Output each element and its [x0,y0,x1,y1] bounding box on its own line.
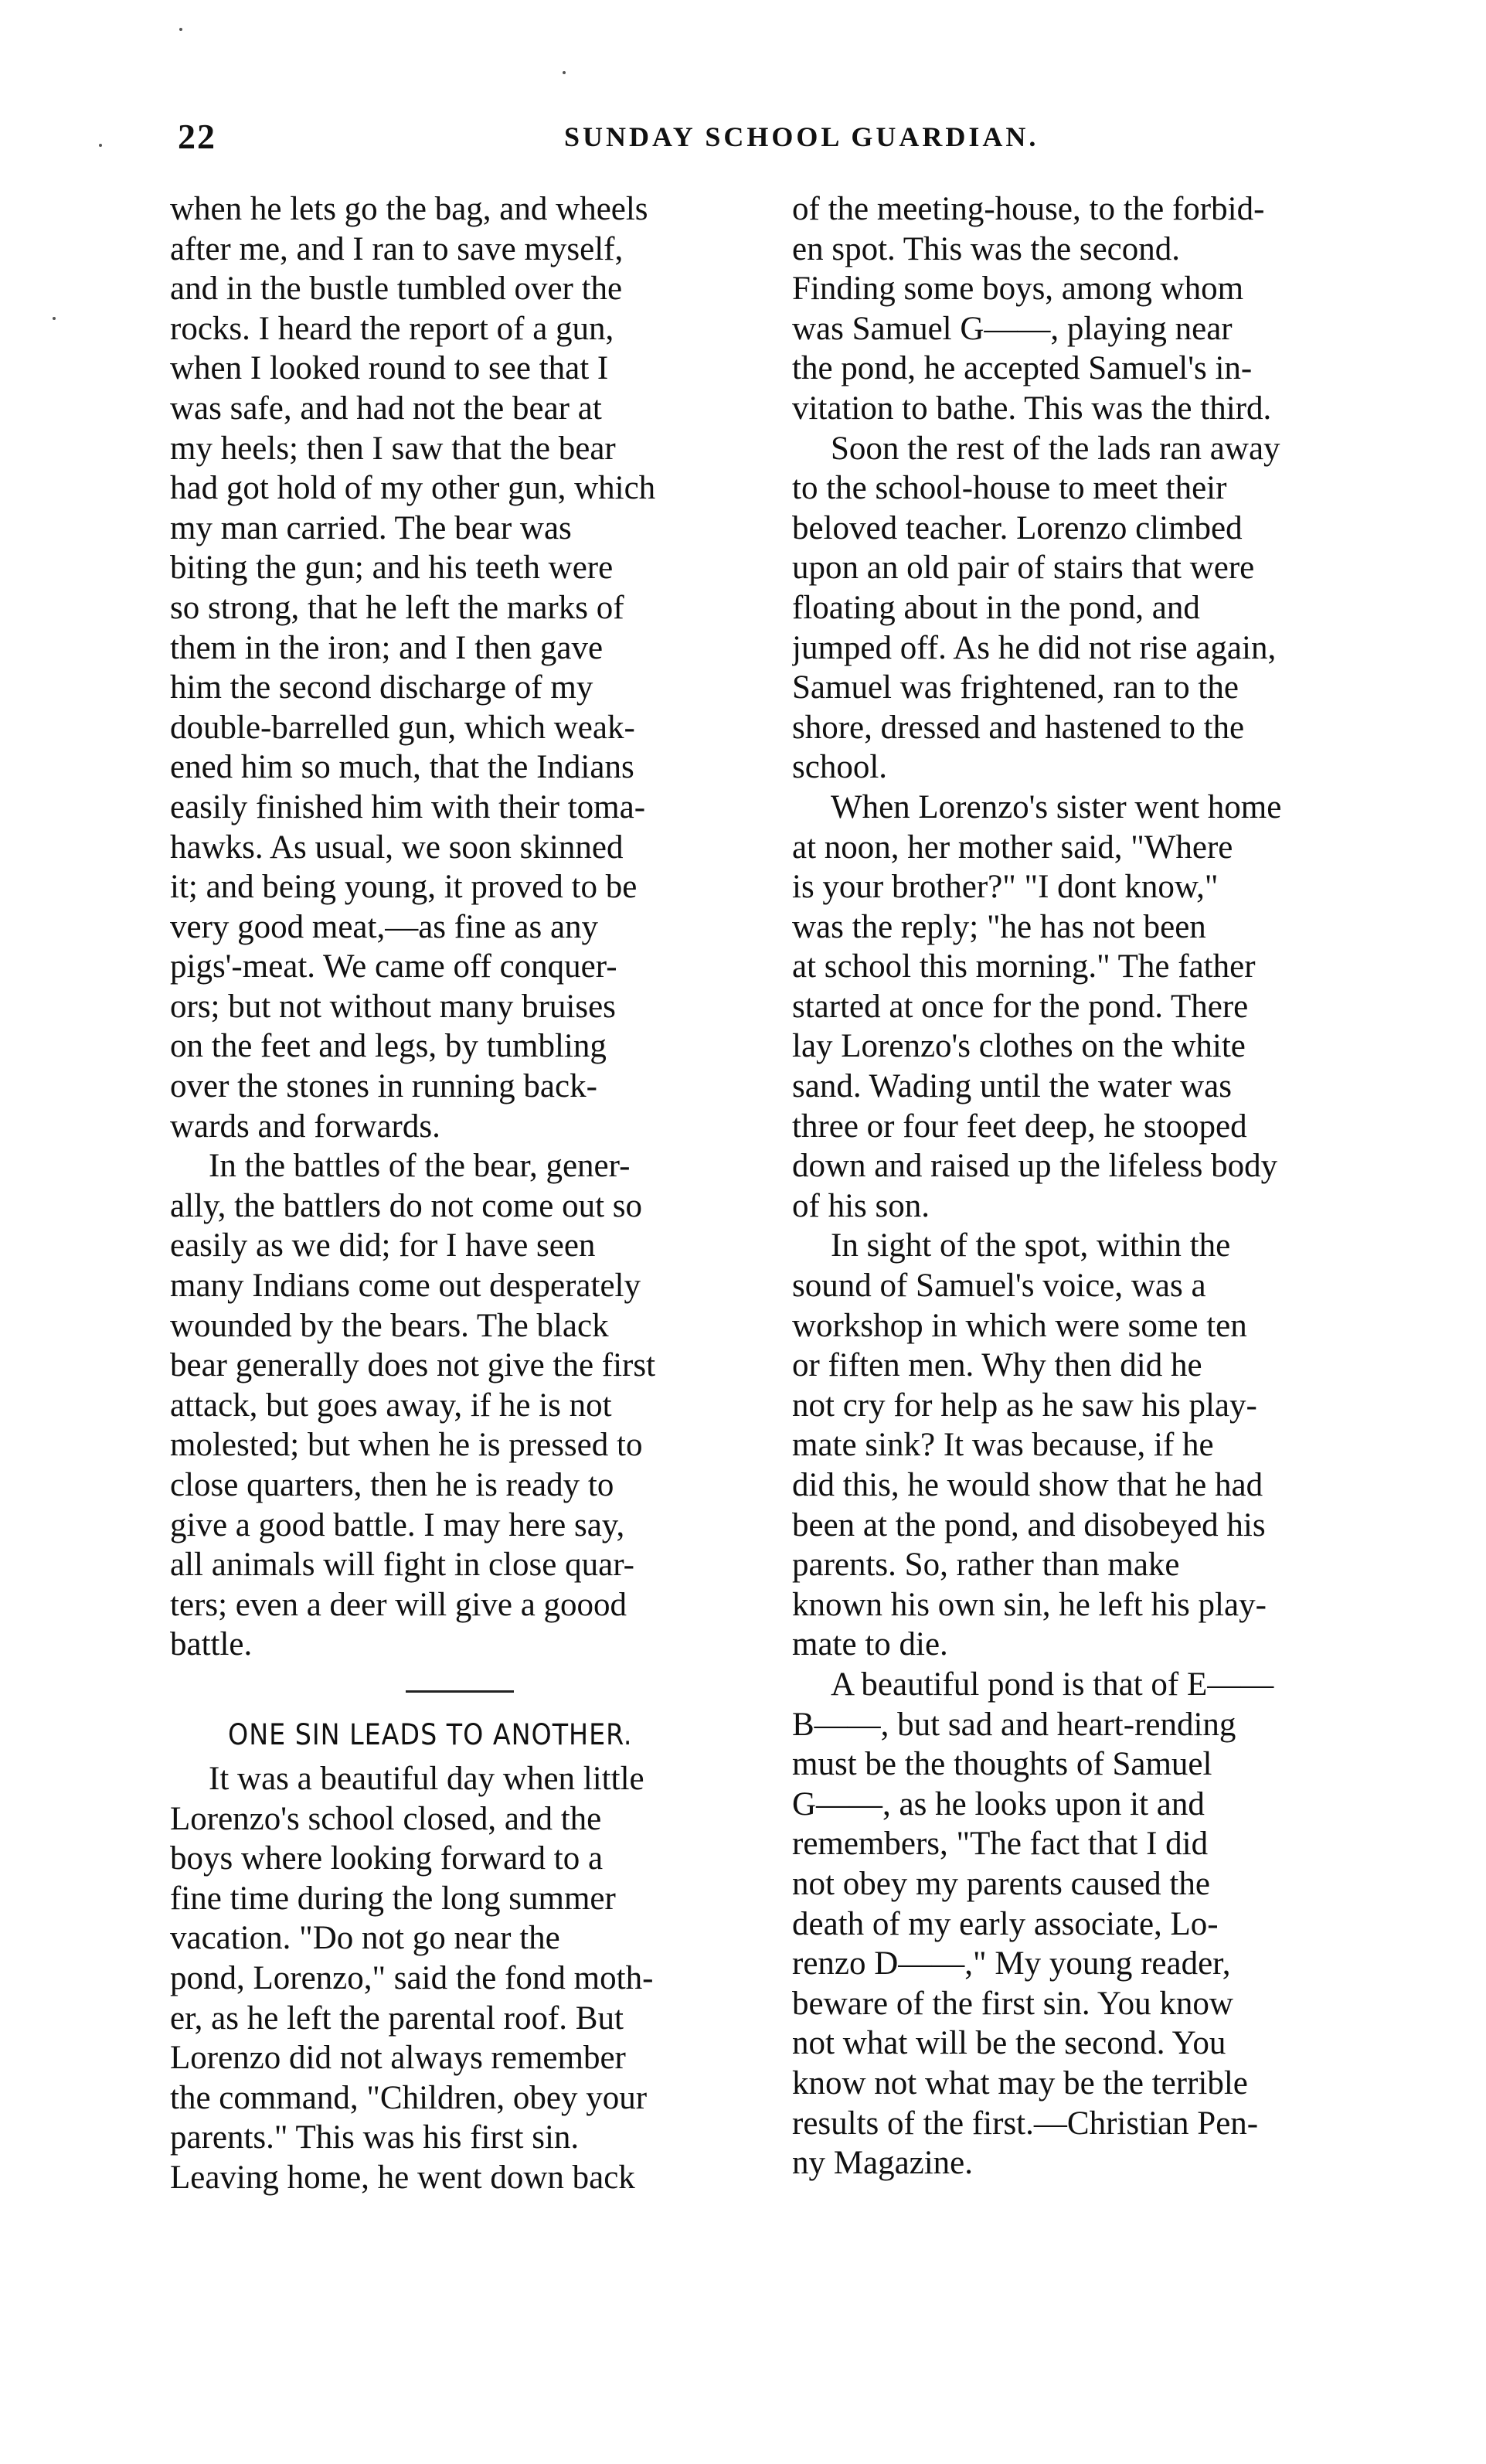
text-line: ened him so much, that the Indians [170,749,634,786]
text-line: wounded by the bears. The black [170,1307,609,1344]
text-line: double-barrelled gun, which weak- [170,709,635,746]
text-line: B——, but sad and heart-rending [792,1706,1236,1743]
text-line: Soon the rest of the lads ran away [831,430,1280,467]
story-continuation [170,189,753,1146]
text-line: of the meeting-house, to the forbid- [792,191,1265,227]
text-line: not obey my parents caused the [792,1865,1210,1902]
text-line: G——, as he looks upon it and [792,1785,1205,1822]
text-line: close quarters, then he is ready to [170,1467,614,1503]
text-line: easily as we did; for I have seen [170,1227,596,1264]
bear-battles-paragraph [170,1146,753,1665]
text-line: did this, he would show that he had [792,1467,1263,1503]
text-line: mate to die. [792,1626,948,1663]
text-line: Leaving home, he went down back [170,2159,635,2196]
text-line: easily finished him with their toma- [170,788,646,825]
text-line: wards and forwards. [170,1108,440,1145]
text-line: it; and being young, it proved to be [170,869,638,906]
text-line: beware of the first sin. You know [792,1985,1233,2022]
one-sin-paragraph [170,1759,753,2198]
text-line: jumped off. As he did not rise again, [792,629,1277,666]
divider-rule [406,1690,514,1693]
text-line: When Lorenzo's sister went home [831,788,1282,825]
text-line: not cry for help as he saw his play- [792,1387,1257,1424]
left-column [170,189,753,2198]
text-line: so strong, that he left the marks of [170,589,624,626]
text-line: must be the thoughts of Samuel [792,1746,1212,1783]
text-line: fine time during the long summer [170,1880,616,1917]
text-line: bear generally does not give the first [170,1347,656,1384]
text-line: parents." This was his first sin. [170,2119,580,2156]
text-line: pond, Lorenzo," said the fond moth- [170,1959,654,1996]
text-line: give a good battle. I may here say, [170,1506,625,1543]
print-speck [179,28,182,31]
page-header [178,116,1375,162]
text-line: death of my early associate, Lo- [792,1905,1219,1942]
page-number: 22 [178,117,216,156]
text-line: or fiften men. Why then did he [792,1347,1202,1384]
text-line: Lorenzo's school closed, and the [170,1800,602,1837]
text-line: was safe, and had not the bear at [170,390,602,427]
text-line: parents. So, rather than make [792,1547,1180,1584]
text-line: floating about in the pond, and [792,589,1200,626]
text-line: all animals will fight in close quar- [170,1547,634,1584]
print-speck [53,317,56,320]
text-line: when I looked round to see that I [170,350,609,387]
text-line: when he lets go the bag, and wheels [170,191,648,227]
text-line: battle. [170,1626,253,1663]
text-line: my heels; then I saw that the bear [170,430,616,467]
text-line: at noon, her mother said, "Where [792,829,1233,866]
text-line: en spot. This was the second. [792,230,1180,267]
text-line: renzo D——," My young reader, [792,1945,1231,1982]
text-line: and in the bustle tumbled over the [170,271,623,308]
text-line: the command, "Children, obey your [170,2079,648,2116]
text-line: shore, dressed and hastened to the [792,709,1245,746]
right-paragraph-3 [792,788,1375,1227]
text-line: molested; but when he is pressed to [170,1427,643,1464]
section-divider [170,1665,753,1711]
text-line: biting the gun; and his teeth were [170,550,614,587]
text-line: after me, and I ran to save myself, [170,230,624,267]
text-line: hawks. As usual, we soon skinned [170,829,624,866]
text-line: was Samuel G——, playing near [792,310,1233,347]
text-line: down and raised up the lifeless body [792,1148,1278,1185]
text-line: many Indians come out desperately [170,1268,641,1305]
print-speck [99,144,102,147]
text-line: A beautiful pond is that of E—— [831,1666,1274,1703]
text-line: results of the first.—Christian Pen- [792,2105,1259,2142]
text-line: not what will be the second. You [792,2025,1226,2062]
right-column [792,189,1375,2183]
text-line: er, as he left the parental roof. But [170,1999,624,2037]
text-line: ters; even a deer will give a goood [170,1586,627,1623]
text-line: lay Lorenzo's clothes on the white [792,1028,1246,1065]
text-line: Samuel was frightened, ran to the [792,669,1239,706]
text-line: of his son. [792,1187,930,1224]
text-line: three or four feet deep, he stooped [792,1108,1247,1145]
text-line: rocks. I heard the report of a gun, [170,310,614,347]
text-line: upon an old pair of stairs that were [792,550,1255,587]
text-line: started at once for the pond. There [792,988,1249,1025]
text-line: know not what may be the terrible [792,2064,1248,2102]
text-line: my man carried. The bear was [170,509,572,546]
text-line: In sight of the spot, within the [831,1227,1231,1264]
text-line: was the reply; "he has not been [792,908,1206,945]
text-line: Lorenzo did not always remember [170,2040,626,2077]
text-line: vacation. "Do not go near the [170,1920,560,1957]
text-line: him the second discharge of my [170,669,593,706]
text-line: them in the iron; and I then gave [170,629,604,666]
text-line: on the feet and legs, by tumbling [170,1028,607,1065]
text-line: ally, the battlers do not come out so [170,1187,643,1224]
text-line: remembers, "The fact that I did [792,1826,1209,1863]
print-speck [563,71,566,74]
text-line: boys where looking forward to a [170,1840,604,1877]
text-line: the pond, he accepted Samuel's in- [792,350,1253,387]
text-line: been at the pond, and disobeyed his [792,1506,1266,1543]
text-line: It was a beautiful day when little [209,1760,644,1797]
text-line: workshop in which were some ten [792,1307,1247,1344]
text-line: very good meat,—as fine as any [170,908,599,945]
text-line: is your brother?" "I dont know," [792,869,1219,906]
text-line: had got hold of my other gun, which [170,470,656,507]
right-paragraph-1 [792,189,1375,429]
text-line: ors; but not without many bruises [170,988,616,1025]
right-paragraph-4 [792,1226,1375,1665]
right-paragraph-2 [792,429,1375,788]
running-title: SUNDAY SCHOOL GUARDIAN. [564,121,1039,152]
text-line: Finding some boys, among whom [792,271,1244,308]
text-line: sound of Samuel's voice, was a [792,1268,1206,1305]
text-line: ny Magazine. [792,2145,974,2182]
text-line: school. [792,749,888,786]
text-line: sand. Wading until the water was [792,1068,1232,1105]
text-line: pigs'-meat. We came off conquer- [170,948,617,985]
right-paragraph-5 [792,1665,1375,2183]
text-line: known his own sin, he left his play- [792,1586,1267,1623]
text-line: to the school-house to meet their [792,470,1227,507]
text-line: vitation to bathe. This was the third. [792,390,1272,427]
text-line: attack, but goes away, if he is not [170,1387,612,1424]
text-line: mate sink? It was because, if he [792,1427,1214,1464]
text-line: over the stones in running back- [170,1068,597,1105]
text-line: at school this morning." The father [792,948,1256,985]
text-line: beloved teacher. Lorenzo climbed [792,509,1243,546]
text-line: In the battles of the bear, gener- [209,1148,631,1185]
section-heading: ONE SIN LEADS TO ANOTHER. [228,1717,633,1751]
